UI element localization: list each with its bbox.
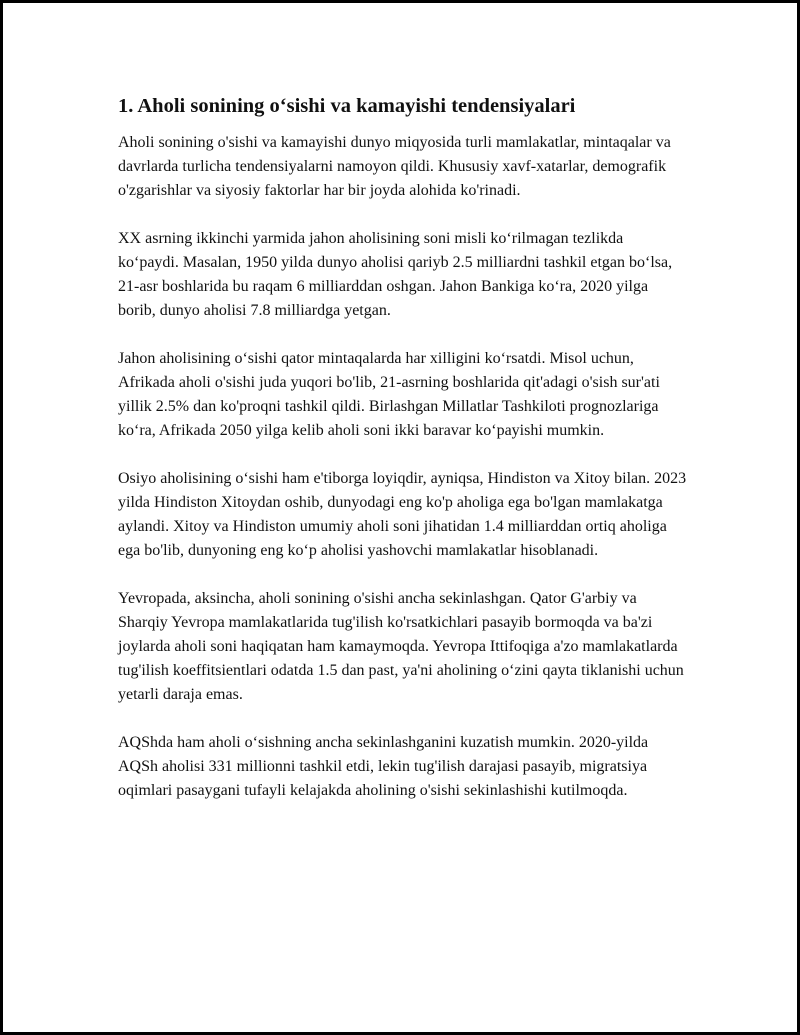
paragraph-africa: Jahon aholisining o‘sishi qator mintaqalarda har xilligini ko‘rsatdi. Misol uchun, Afrikada aholi o'sishi juda yuqori bo'lib, 21-asrning boshlarida qit'adagi o'sish sur'ati yillik 2.5% dan ko'proqni tashkil qildi. Birlashgan Millatlar Tashkiloti prognozlariga ko‘ra, Afrikada 2050 yilga kelib aholi soni ikki baravar ko‘payishi mumkin.	[118, 350, 660, 439]
section-heading: 1. Aholi sonining o‘sishi va kamayishi tendensiyalari	[118, 95, 576, 117]
paragraph-world-growth: XX asrning ikkinchi yarmida jahon aholisining soni misli ko‘rilmagan tezlikda ko‘paydi. Masalan, 1950 yilda dunyo aholisi qariyb 2.5 milliardni tashkil etgan bo‘lsa, 21-asr boshlarida bu raqam 6 milliarddan oshgan. Jahon Bankiga ko‘ra, 2020 yilga borib, dunyo aholisi 7.8 milliardga yetgan.	[118, 230, 673, 319]
paragraph-asia: Osiyo aholisining o‘sishi ham e'tiborga loyiqdir, ayniqsa, Hindiston va Xitoy bilan. 2023 yilda Hindiston Xitoydan oshib, dunyodagi eng ko'p aholiga ega bo'lgan mamlakatga aylandi. Xitoy va Hindiston umumiy aholi soni jihatidan 1.4 milliarddan ortiq aholiga ega bo'lib, dunyoning eng ko‘p aholisi yashovchi mamlakatlar hisoblanadi.	[118, 470, 687, 559]
document-body	[118, 93, 688, 827]
paragraph-intro: Aholi sonining o'sishi va kamayishi dunyo miqyosida turli mamlakatlar, mintaqalar va davrlarda turlicha tendensiyalarni namoyon qildi. Khususiy xavf-xatarlar, demografik o'zgarishlar va siyosiy faktorlar har bir joyda alohida ko'rinadi.	[118, 134, 671, 199]
paragraph-europe: Yevropada, aksincha, aholi sonining o'sishi ancha sekinlashgan. Qator G'arbiy va Sharqiy Yevropa mamlakatlarida tug'ilish ko'rsatkichlari pasayib bormoqda va ba'zi joylarda aholi soni haqiqatan ham kamaymoqda. Yevropa Ittifoqiga a'zo mamlakatlarda tug'ilish koeffitsientlari odatda 1.5 dan past, ya'ni aholining o‘zini qayta tiklanishi uchun yetarli daraja emas.	[118, 590, 684, 703]
paragraph-usa: AQShda ham aholi o‘sishning ancha sekinlashganini kuzatish mumkin. 2020-yilda AQSh aholisi 331 millionni tashkil etdi, lekin tug'ilish darajasi pasayib, migratsiya oqimlari pasaygani tufayli kelajakda aholining o'sishi sekinlashishi kutilmoqda.	[118, 734, 649, 799]
